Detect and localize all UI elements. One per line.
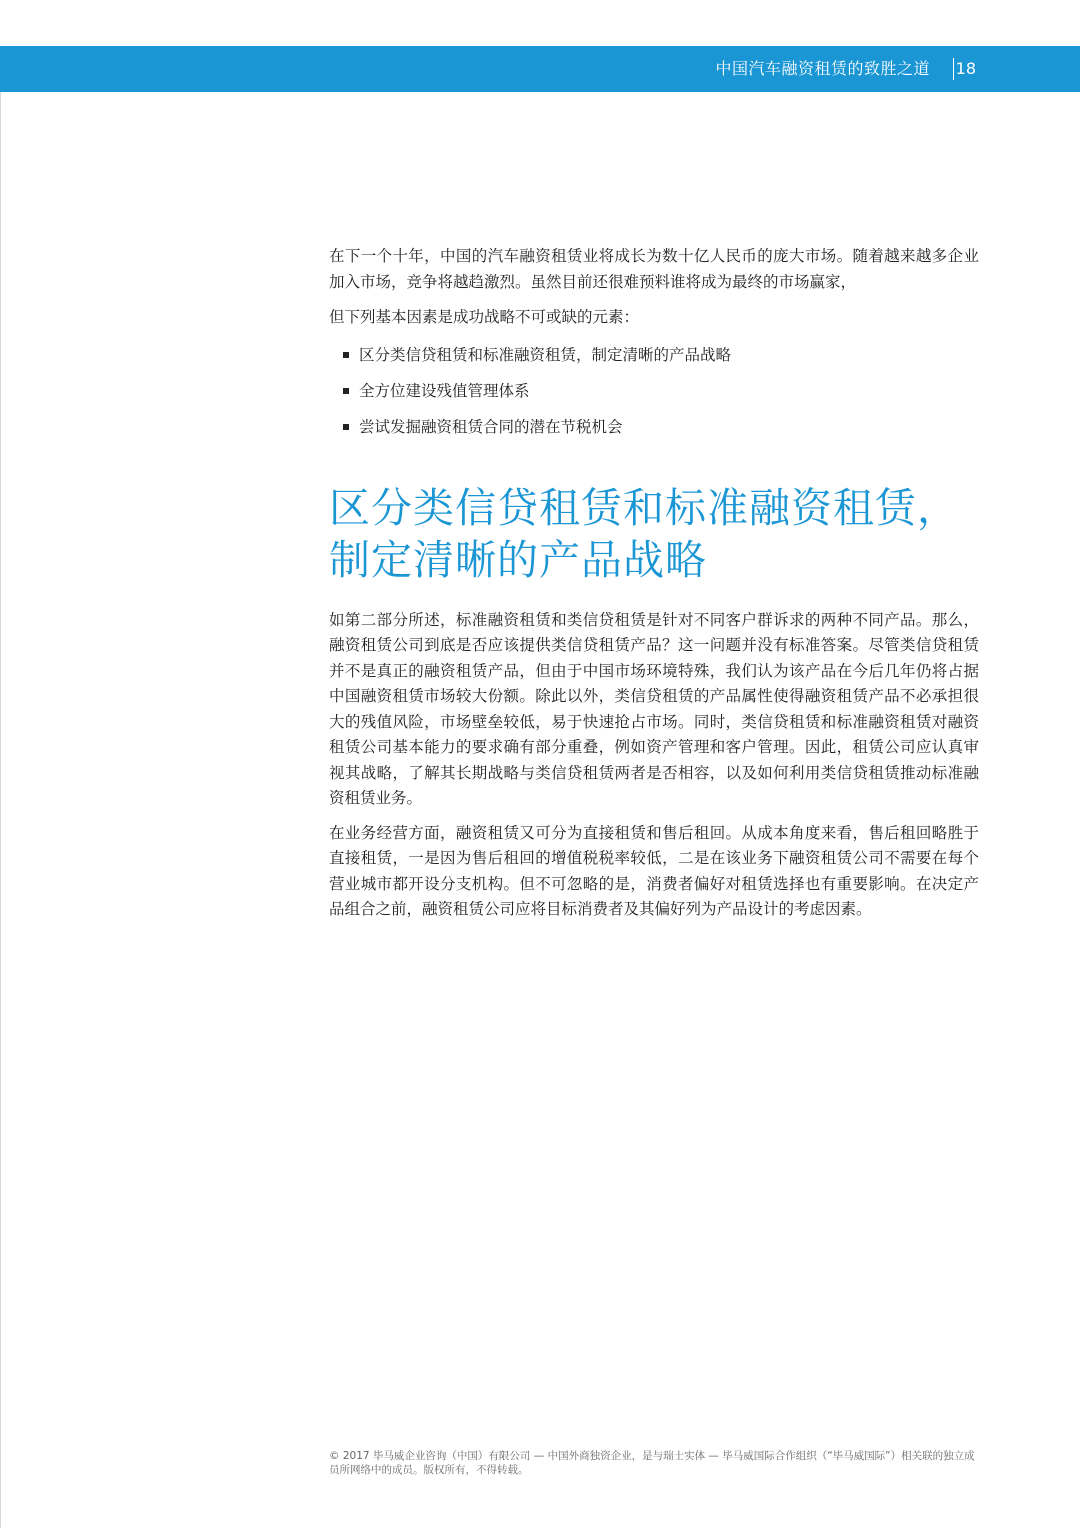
section-title-line-2: 制定清晰的产品战略 xyxy=(329,535,707,584)
list-item-text: 区分类信贷租赁和标准融资租赁，制定清晰的产品战略 xyxy=(359,345,732,364)
list-item-text: 全方位建设残值管理体系 xyxy=(359,381,530,400)
list-item xyxy=(329,379,979,404)
header-title: 中国汽车融资租赁的致胜之道 xyxy=(715,59,930,78)
bullet-square-icon xyxy=(343,388,349,394)
list-item-text: 尝试发掘融资租赁合同的潜在节税机会 xyxy=(359,417,623,436)
section-paragraph-1: 如第二部分所述，标准融资租赁和类信贷租赁是针对不同客户群诉求的两种不同产品。那么，融资租赁公司到底是否应该提供类信贷租赁产品？这一问题并没有标准答案。尽管类信贷租赁并不是真正的融资租赁产品，但由于中国市场环境特殊，我们认为该产品在今后几年仍将占据中国融资租赁市场较大份额。除此以外，类信贷租赁的产品属性使得融资租赁产品不必承担很大的残值风险，市场壁垒较低，易于快速抢占市场。同时，类信贷租赁和标准融资租赁对融资租赁公司基本能力的要求确有部分重叠，例如资产管理和客户管理。因此，租赁公司应认真审视其战略，了解其长期战略与类信贷租赁两者是否相容，以及如何利用类信贷租赁推动标准融资租赁业务。 xyxy=(329,610,979,807)
header-divider xyxy=(953,58,954,80)
bullet-square-icon xyxy=(343,424,349,430)
key-factors-list xyxy=(329,343,979,440)
intro-lead-in: 但下列基本因素是成功战略不可或缺的元素： xyxy=(329,308,640,326)
section-paragraph-2: 在业务经营方面，融资租赁又可分为直接租赁和售后租回。从成本角度来看，售后租回略胜于直接租赁，一是因为售后租回的增值税税率较低，二是在该业务下融资租赁公司不需要在每个营业城市都开设分支机构。但不可忽略的是，消费者偏好对租赁选择也有重要影响。在决定产品组合之前，融资租赁公司应将目标消费者及其偏好列为产品设计的考虑因素。 xyxy=(329,823,979,918)
section-title-line-1: 区分类信贷租赁和标准融资租赁， xyxy=(329,483,959,532)
page-edge xyxy=(0,92,1,1528)
intro-paragraph: 在下一个十年，中国的汽车融资租赁业将成长为数十亿人民币的庞大市场。随着越来越多企业加入市场，竞争将越趋激烈。虽然目前还很难预料谁将成为最终的市场赢家， xyxy=(329,247,979,291)
bullet-square-icon xyxy=(343,352,349,358)
copyright-footer: © 2017 毕马威企业咨询（中国）有限公司 — 中国外商独资企业，是与瑞士实体 — 毕马威国际合作组织（“毕马威国际”）相关联的独立成员所网络中的成员。版权所有，不得转载。 xyxy=(329,1450,975,1476)
section-title xyxy=(329,482,979,586)
header-bar xyxy=(0,46,1080,92)
list-item xyxy=(329,343,979,368)
main-content xyxy=(329,244,979,923)
list-item xyxy=(329,415,979,440)
page-number: 18 xyxy=(955,59,976,78)
